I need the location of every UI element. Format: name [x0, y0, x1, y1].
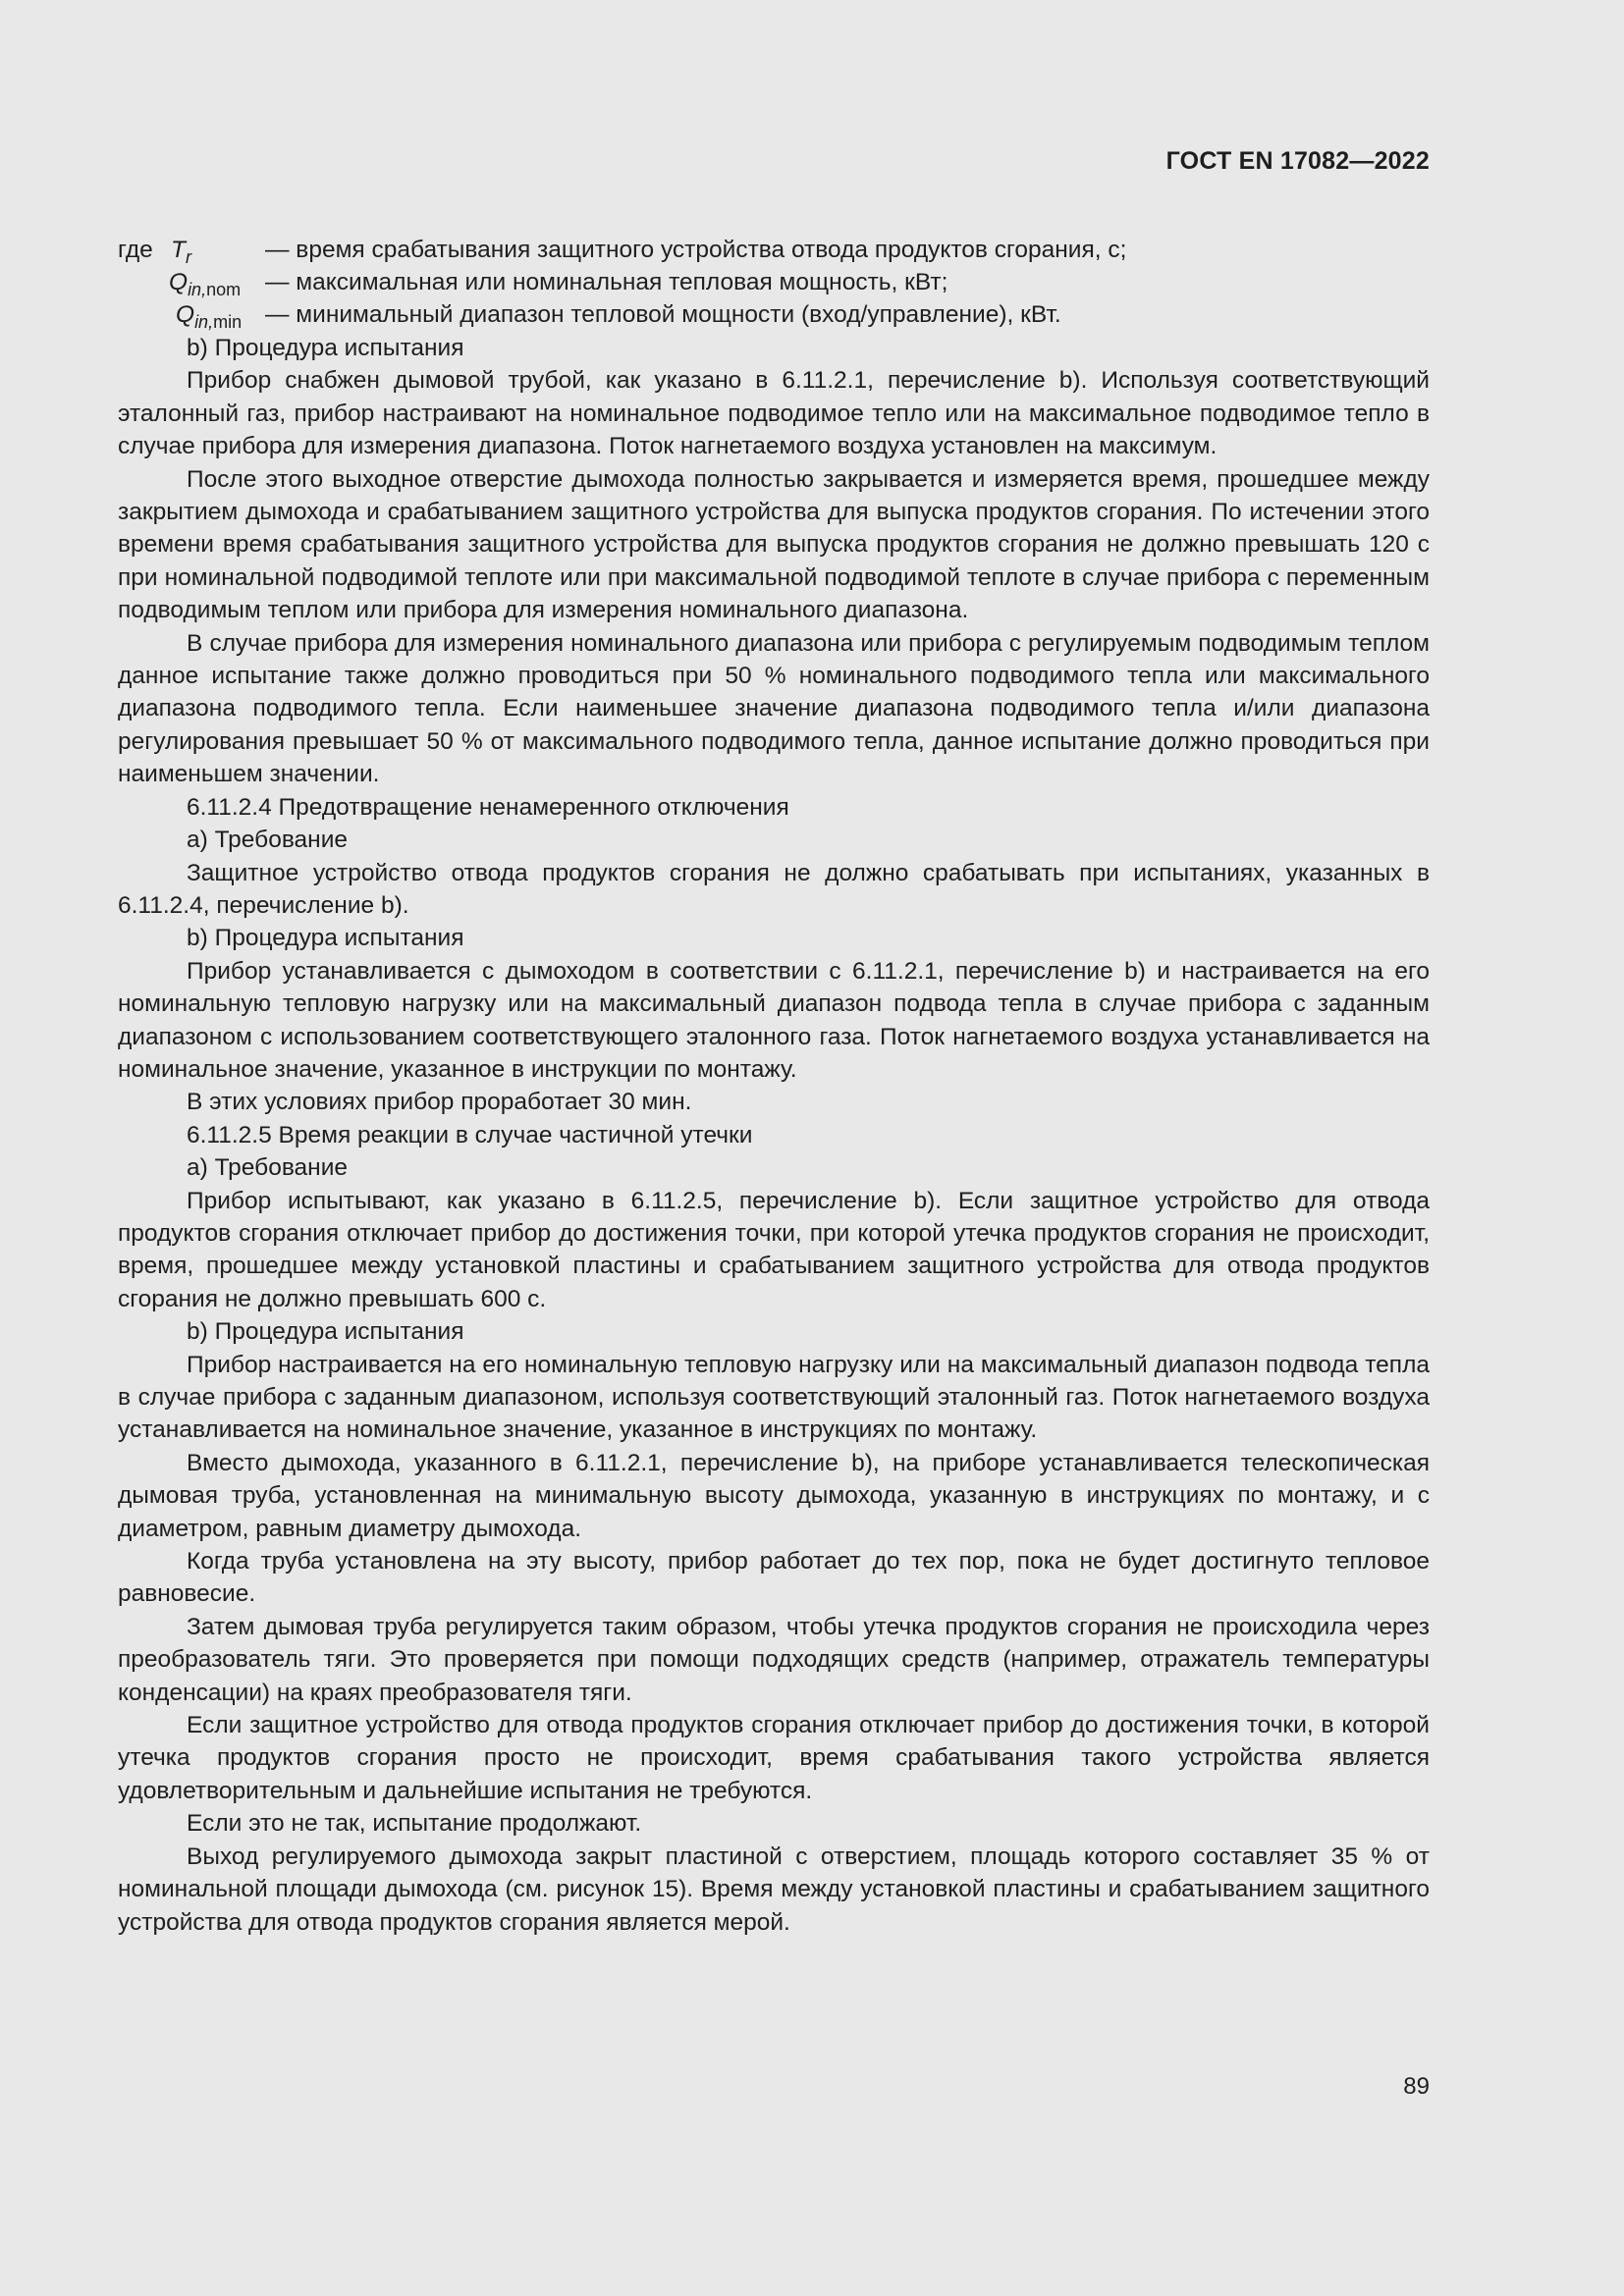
paragraph: Вместо дымохода, указанного в 6.11.2.1, перечисление b), на приборе устанавливается телескопическая дымовая труба, установленная на минимальную высоту дымохода, указанную в инструкциях по монтажу, и с диаметром, равным диаметру дымохода.	[118, 1449, 1430, 1542]
where-block	[118, 234, 1430, 332]
where-label: где	[118, 237, 153, 263]
where-desc-tr: — время срабатывания защитного устройства отвода продуктов сгорания, с;	[265, 237, 1127, 263]
paragraph: Прибор испытывают, как указано в 6.11.2.5, перечисление b). Если защитное устройство для отвода продуктов сгорания отключает прибор до достижения точки, при которой утечка продуктов сгорания не происходит, время, прошедшее между установкой пластины и срабатыванием защитного устройства для отвода продуктов сгорания не должно превышать 600 с.	[118, 1187, 1430, 1312]
heading-procedure-1: b) Процедура испытания	[187, 335, 464, 361]
heading-requirement-2: a) Требование	[187, 1154, 349, 1182]
paragraph: В случае прибора для измерения номинального диапазона или прибора с регулируемым подводимым теплом данное испытание также должно проводиться при 50 % номинального подводимого тепла или максимального диапазона подводимого тепла. Если наименьшее значение диапазона подводимого тепла и/или диапазона регулирования превышает 50 % от максимального подводимого тепла, данное испытание должно проводиться при наименьшем значении.	[118, 629, 1430, 788]
where-desc-qmin: — минимальный диапазон тепловой мощности (вход/управление), кВт.	[265, 301, 1061, 328]
document-body	[118, 234, 1430, 1939]
page-number: 89	[1403, 2073, 1430, 2100]
where-desc-qnom: — максимальная или номинальная тепловая мощность, кВт;	[265, 269, 948, 295]
section-heading-6-11-2-5: 6.11.2.5 Время реакции в случае частичной утечки	[187, 1121, 753, 1148]
paragraph: Защитное устройство отвода продуктов сгорания не должно срабатывать при испытаниях, указанных в 6.11.2.4, перечисление b).	[118, 859, 1430, 919]
heading-procedure-3: b) Процедура испытания	[187, 1318, 464, 1346]
paragraph: Затем дымовая труба регулируется таким образом, чтобы утечка продуктов сгорания не происходила через преобразователь тяги. Это проверяется при помощи подходящих средств (например, отражатель температуры конденсации) на краях преобразователя тяги.	[118, 1613, 1430, 1706]
document-header: ГОСТ EN 17082—2022	[1165, 147, 1430, 175]
symbol-tr: $T_r$	[171, 237, 191, 267]
paragraph: Когда труба установлена на эту высоту, прибор работает до тех пор, пока не будет достигнуто тепловое равновесие.	[118, 1548, 1430, 1608]
heading-requirement-1: a) Требование	[187, 827, 349, 854]
symbol-q-min: $Q_{in,min}$	[176, 301, 243, 332]
paragraph: В этих условиях прибор проработает 30 мин.	[187, 1089, 692, 1116]
heading-procedure-2: b) Процедура испытания	[187, 925, 464, 952]
paragraph: Если защитное устройство для отвода продуктов сгорания отключает прибор до достижения точки, в которой утечка продуктов сгорания просто не происходит, время срабатывания такого устройства является удовлетворительным и дальнейшие испытания не требуются.	[118, 1712, 1430, 1804]
paragraph: Выход регулируемого дымохода закрыт пластиной с отверстием, площадь которого составляет 35 % от номинальной площади дымохода (см. рисунок 15). Время между установкой пластины и срабатыванием защитного устройства для отвода продуктов сгорания является мерой.	[118, 1842, 1430, 1936]
paragraph: Прибор настраивается на его номинальную тепловую нагрузку или на максимальный диапазон подвода тепла в случае прибора с заданным диапазоном, используя соответствующий эталонный газ. Поток нагнетаемого воздуха устанавливается на номинальное значение, указанное в инструкциях по монтажу.	[118, 1351, 1430, 1444]
paragraph: Если это не так, испытание продолжают.	[187, 1810, 642, 1838]
paragraph: После этого выходное отверстие дымохода полностью закрывается и измеряется время, прошедшее между закрытием дымохода и срабатыванием защитного устройства для выпуска продуктов сгорания. По истечении этого времени время срабатывания защитного устройства для выпуска продуктов сгорания не должно превышать 120 с при номинальной подводимой теплоте или при максимальной подводимой теплоте в случае прибора с переменным подводимым теплом или прибора для измерения номинального диапазона.	[118, 465, 1430, 624]
paragraph: Прибор снабжен дымовой трубой, как указано в 6.11.2.1, перечисление b). Используя соответствующий эталонный газ, прибор настраивают на номинальное подводимое тепло или на максимальное подводимое тепло в случае прибора для измерения диапазона. Поток нагнетаемого воздуха установлен на максимум.	[118, 367, 1430, 460]
paragraph: Прибор устанавливается с дымоходом в соответствии с 6.11.2.1, перечисление b) и настраивается на его номинальную тепловую нагрузку или на максимальный диапазон подвода тепла в случае прибора с заданным диапазоном с использованием соответствующего эталонного газа. Поток нагнетаемого воздуха устанавливается на номинальное значение, указанное в инструкции по монтажу.	[118, 957, 1430, 1083]
symbol-q-nom: $Q_{in,nom}$	[169, 269, 242, 299]
section-heading-6-11-2-4: 6.11.2.4 Предотвращение ненамеренного отключения	[187, 793, 789, 821]
